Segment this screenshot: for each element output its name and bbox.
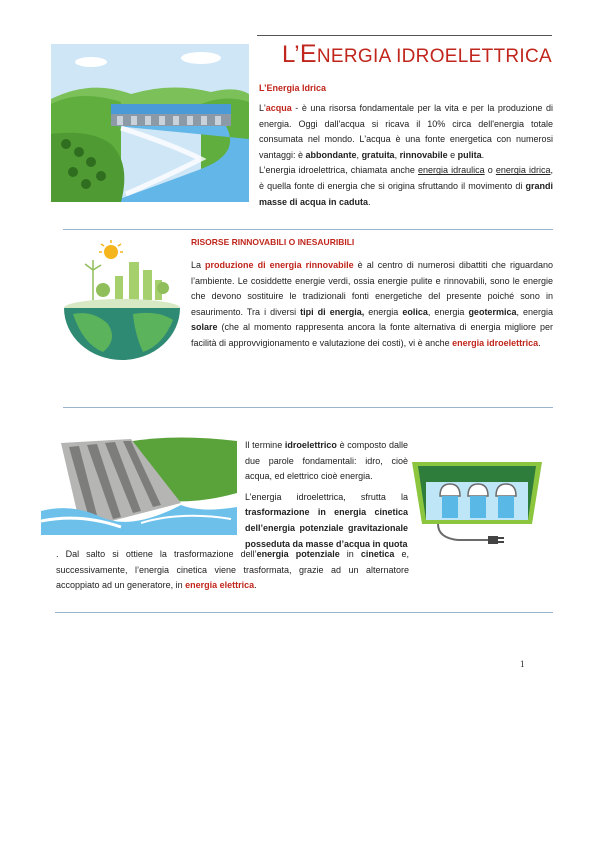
dam-cartoon-illustration <box>41 433 237 535</box>
section3-intro: Il termine idroelettrico è composto dalle due parole fondamentali: idro, cioè acqua, ed elettrico cioè energia. L’energia idroelettrica, sfrutta la trasformazione in energia cinetica dell’energia potenziale gravitazionale posseduta da masse d’acqua in quota <box>245 440 409 549</box>
section2-title: RISORSE RINNOVABILI O INESAURIBILI <box>191 237 355 247</box>
section-divider <box>55 612 553 613</box>
page-number: 1 <box>520 659 525 669</box>
section1-subtitle: L’Energia Idrica <box>259 83 327 93</box>
section3-body: . Dal salto si ottiene la trasformazione dell’energia potenziale in cinetica e, successivamente, l’energia cinetica viene trasformata, grazie ad un alternatore accoppiato ad un generatore, in energia elettrica. <box>56 549 409 591</box>
page-title: L’ENERGIA IDROELETTRICA <box>281 40 552 68</box>
hydro-plug-illustration <box>408 458 546 548</box>
eco-globe-illustration <box>63 240 181 362</box>
section1-body: L'acqua - è una risorsa fondamentale per la vita e per la produzione di energia. Oggi dall'acqua si ricava il 10% circa dell'energia totale consumata nel mondo. L'acqua è una fonte energetica con numerosi vantaggi: è abbondante, gratuita, rinnovabile e pulita. L’energia idroelettrica, chiamata anche energia idraulica o energia idrica, è quella fonte di energia che si origina sfruttando il movimento di grandi masse di acqua in caduta. <box>259 103 553 207</box>
header-rule <box>257 35 552 36</box>
dam-landscape-illustration <box>51 44 249 202</box>
section-divider <box>63 229 553 230</box>
section-divider <box>63 407 553 408</box>
section2-body: La produzione di energia rinnovabile è al centro di numerosi dibattiti che riguardano l’ambiente. Le cosiddette energie verdi, ossia energie pulite e rinnovabili, sono le energie che devono sostituire le tradizionali fonti energetiche del presente poiché sono in esaurimento. Tra i diversi tipi di energia, energia eolica, energia geotermica, energia solare (che al momento rappresenta ancora la fonte alternativa di energia migliore per facilità di approvvigionamento e valutazione dei costi), vi è anche energia idroelettrica. <box>191 260 554 348</box>
